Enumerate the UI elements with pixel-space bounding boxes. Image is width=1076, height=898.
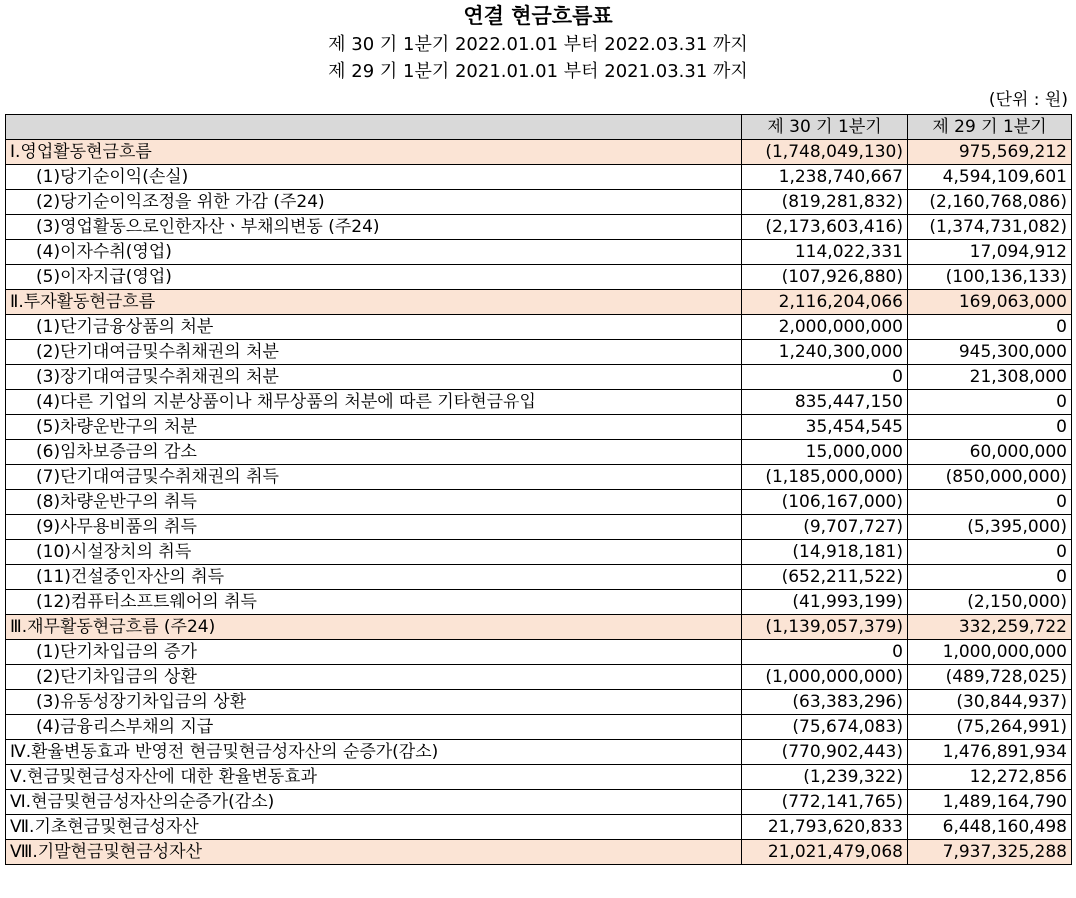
row-label: (4)금융리스부채의 지급 bbox=[6, 715, 742, 740]
row-label: (5)차량운반구의 처분 bbox=[6, 415, 742, 440]
row-prior-value: 1,476,891,934 bbox=[908, 740, 1072, 765]
row-current-value: (9,707,727) bbox=[742, 515, 908, 540]
table-row bbox=[6, 765, 1072, 790]
row-prior-value: 6,448,160,498 bbox=[908, 815, 1072, 840]
row-current-value: 1,238,740,667 bbox=[742, 165, 908, 190]
row-label: (12)컴퓨터소프트웨어의 취득 bbox=[6, 590, 742, 615]
table-row bbox=[6, 715, 1072, 740]
row-prior-value: 4,594,109,601 bbox=[908, 165, 1072, 190]
row-current-value: 2,116,204,066 bbox=[742, 290, 908, 315]
table-row bbox=[6, 415, 1072, 440]
row-current-value: (75,674,083) bbox=[742, 715, 908, 740]
row-label: (3)유동성장기차입금의 상환 bbox=[6, 690, 742, 715]
table-row bbox=[6, 340, 1072, 365]
table-header-row bbox=[6, 115, 1072, 140]
row-current-value: (2,173,603,416) bbox=[742, 215, 908, 240]
table-row bbox=[6, 690, 1072, 715]
row-label: (9)사무용비품의 취득 bbox=[6, 515, 742, 540]
row-label: (5)이자지급(영업) bbox=[6, 265, 742, 290]
row-prior-value: 60,000,000 bbox=[908, 440, 1072, 465]
table-row bbox=[6, 665, 1072, 690]
statement-title: 연결 현금흐름표 bbox=[463, 4, 613, 28]
table-row bbox=[6, 815, 1072, 840]
row-prior-value: (850,000,000) bbox=[908, 465, 1072, 490]
row-current-value: (41,993,199) bbox=[742, 590, 908, 615]
row-label: (6)임차보증금의 감소 bbox=[6, 440, 742, 465]
table-row bbox=[6, 365, 1072, 390]
row-label: Ⅴ.현금및현금성자산에 대한 환율변동효과 bbox=[6, 765, 742, 790]
table-row bbox=[6, 215, 1072, 240]
table-row bbox=[6, 440, 1072, 465]
row-current-value: 0 bbox=[742, 365, 908, 390]
row-current-value: (14,918,181) bbox=[742, 540, 908, 565]
row-current-value: (63,383,296) bbox=[742, 690, 908, 715]
row-label: (3)장기대여금및수취채권의 처분 bbox=[6, 365, 742, 390]
table-row bbox=[6, 265, 1072, 290]
table-row bbox=[6, 515, 1072, 540]
row-prior-value: (489,728,025) bbox=[908, 665, 1072, 690]
table-row bbox=[6, 540, 1072, 565]
row-prior-value: (5,395,000) bbox=[908, 515, 1072, 540]
row-label: (11)건설중인자산의 취득 bbox=[6, 565, 742, 590]
row-prior-value: 0 bbox=[908, 565, 1072, 590]
row-prior-value: (100,136,133) bbox=[908, 265, 1072, 290]
row-label: (4)다른 기업의 지분상품이나 채무상품의 처분에 따른 기타현금유입 bbox=[6, 390, 742, 415]
table-row bbox=[6, 190, 1072, 215]
table-row bbox=[6, 240, 1072, 265]
row-label: Ⅳ.환율변동효과 반영전 현금및현금성자산의 순증가(감소) bbox=[6, 740, 742, 765]
row-current-value: (652,211,522) bbox=[742, 565, 908, 590]
row-label: Ⅷ.기말현금및현금성자산 bbox=[6, 840, 742, 865]
row-current-value: 35,454,545 bbox=[742, 415, 908, 440]
row-current-value: 835,447,150 bbox=[742, 390, 908, 415]
row-label: Ⅶ.기초현금및현금성자산 bbox=[6, 815, 742, 840]
period-prior: 제 29 기 1분기 2021.01.01 부터 2021.03.31 까지 bbox=[328, 61, 748, 82]
row-current-value: (1,748,049,130) bbox=[742, 140, 908, 165]
header-label-column bbox=[6, 115, 742, 140]
row-current-value: 114,022,331 bbox=[742, 240, 908, 265]
table-row bbox=[6, 615, 1072, 640]
row-prior-value: 0 bbox=[908, 415, 1072, 440]
row-prior-value: (30,844,937) bbox=[908, 690, 1072, 715]
header-current-period: 제 30 기 1분기 bbox=[742, 115, 908, 140]
row-current-value: 21,021,479,068 bbox=[742, 840, 908, 865]
row-current-value: (770,902,443) bbox=[742, 740, 908, 765]
table-row bbox=[6, 640, 1072, 665]
row-prior-value: 7,937,325,288 bbox=[908, 840, 1072, 865]
table-row bbox=[6, 490, 1072, 515]
table-row bbox=[6, 390, 1072, 415]
row-label: (8)차량운반구의 취득 bbox=[6, 490, 742, 515]
row-prior-value: 975,569,212 bbox=[908, 140, 1072, 165]
row-label: (1)단기차입금의 증가 bbox=[6, 640, 742, 665]
row-current-value: (1,239,322) bbox=[742, 765, 908, 790]
row-label: Ⅰ.영업활동현금흐름 bbox=[6, 140, 742, 165]
table-row bbox=[6, 590, 1072, 615]
row-current-value: 21,793,620,833 bbox=[742, 815, 908, 840]
row-label: (1)단기금융상품의 처분 bbox=[6, 315, 742, 340]
row-label: (4)이자수취(영업) bbox=[6, 240, 742, 265]
row-current-value: (1,185,000,000) bbox=[742, 465, 908, 490]
row-prior-value: 0 bbox=[908, 540, 1072, 565]
table-row bbox=[6, 290, 1072, 315]
row-current-value: (107,926,880) bbox=[742, 265, 908, 290]
row-prior-value: 945,300,000 bbox=[908, 340, 1072, 365]
row-label: Ⅲ.재무활동현금흐름 (주24) bbox=[6, 615, 742, 640]
row-current-value: (1,139,057,379) bbox=[742, 615, 908, 640]
row-prior-value: 21,308,000 bbox=[908, 365, 1072, 390]
row-prior-value: 1,489,164,790 bbox=[908, 790, 1072, 815]
row-prior-value: (1,374,731,082) bbox=[908, 215, 1072, 240]
row-prior-value: (75,264,991) bbox=[908, 715, 1072, 740]
table-row bbox=[6, 840, 1072, 865]
row-label: (2)단기차입금의 상환 bbox=[6, 665, 742, 690]
row-current-value: 0 bbox=[742, 640, 908, 665]
row-label: (2)단기대여금및수취채권의 처분 bbox=[6, 340, 742, 365]
table-row bbox=[6, 315, 1072, 340]
row-label: (7)단기대여금및수취채권의 취득 bbox=[6, 465, 742, 490]
row-current-value: 2,000,000,000 bbox=[742, 315, 908, 340]
row-prior-value: 1,000,000,000 bbox=[908, 640, 1072, 665]
unit-label: (단위 : 원) bbox=[988, 90, 1068, 110]
row-prior-value: (2,160,768,086) bbox=[908, 190, 1072, 215]
row-current-value: (819,281,832) bbox=[742, 190, 908, 215]
row-label: (10)시설장치의 취득 bbox=[6, 540, 742, 565]
row-prior-value: 0 bbox=[908, 390, 1072, 415]
table-row bbox=[6, 740, 1072, 765]
row-prior-value: 169,063,000 bbox=[908, 290, 1072, 315]
row-label: (2)당기순이익조정을 위한 가감 (주24) bbox=[6, 190, 742, 215]
row-prior-value: 332,259,722 bbox=[908, 615, 1072, 640]
row-label: (3)영업활동으로인한자산ㆍ부채의변동 (주24) bbox=[6, 215, 742, 240]
row-prior-value: 0 bbox=[908, 315, 1072, 340]
row-current-value: 1,240,300,000 bbox=[742, 340, 908, 365]
row-current-value: 15,000,000 bbox=[742, 440, 908, 465]
row-label: Ⅱ.투자활동현금흐름 bbox=[6, 290, 742, 315]
row-prior-value: (2,150,000) bbox=[908, 590, 1072, 615]
row-label: (1)당기순이익(손실) bbox=[6, 165, 742, 190]
table-row bbox=[6, 465, 1072, 490]
row-prior-value: 12,272,856 bbox=[908, 765, 1072, 790]
row-label: Ⅵ.현금및현금성자산의순증가(감소) bbox=[6, 790, 742, 815]
table-row bbox=[6, 165, 1072, 190]
row-prior-value: 0 bbox=[908, 490, 1072, 515]
row-current-value: (106,167,000) bbox=[742, 490, 908, 515]
table-row bbox=[6, 790, 1072, 815]
table-row bbox=[6, 565, 1072, 590]
cash-flow-table bbox=[5, 114, 1072, 865]
row-prior-value: 17,094,912 bbox=[908, 240, 1072, 265]
row-current-value: (772,141,765) bbox=[742, 790, 908, 815]
period-current: 제 30 기 1분기 2022.01.01 부터 2022.03.31 까지 bbox=[328, 34, 748, 55]
header-prior-period: 제 29 기 1분기 bbox=[908, 115, 1072, 140]
row-current-value: (1,000,000,000) bbox=[742, 665, 908, 690]
table-row bbox=[6, 140, 1072, 165]
